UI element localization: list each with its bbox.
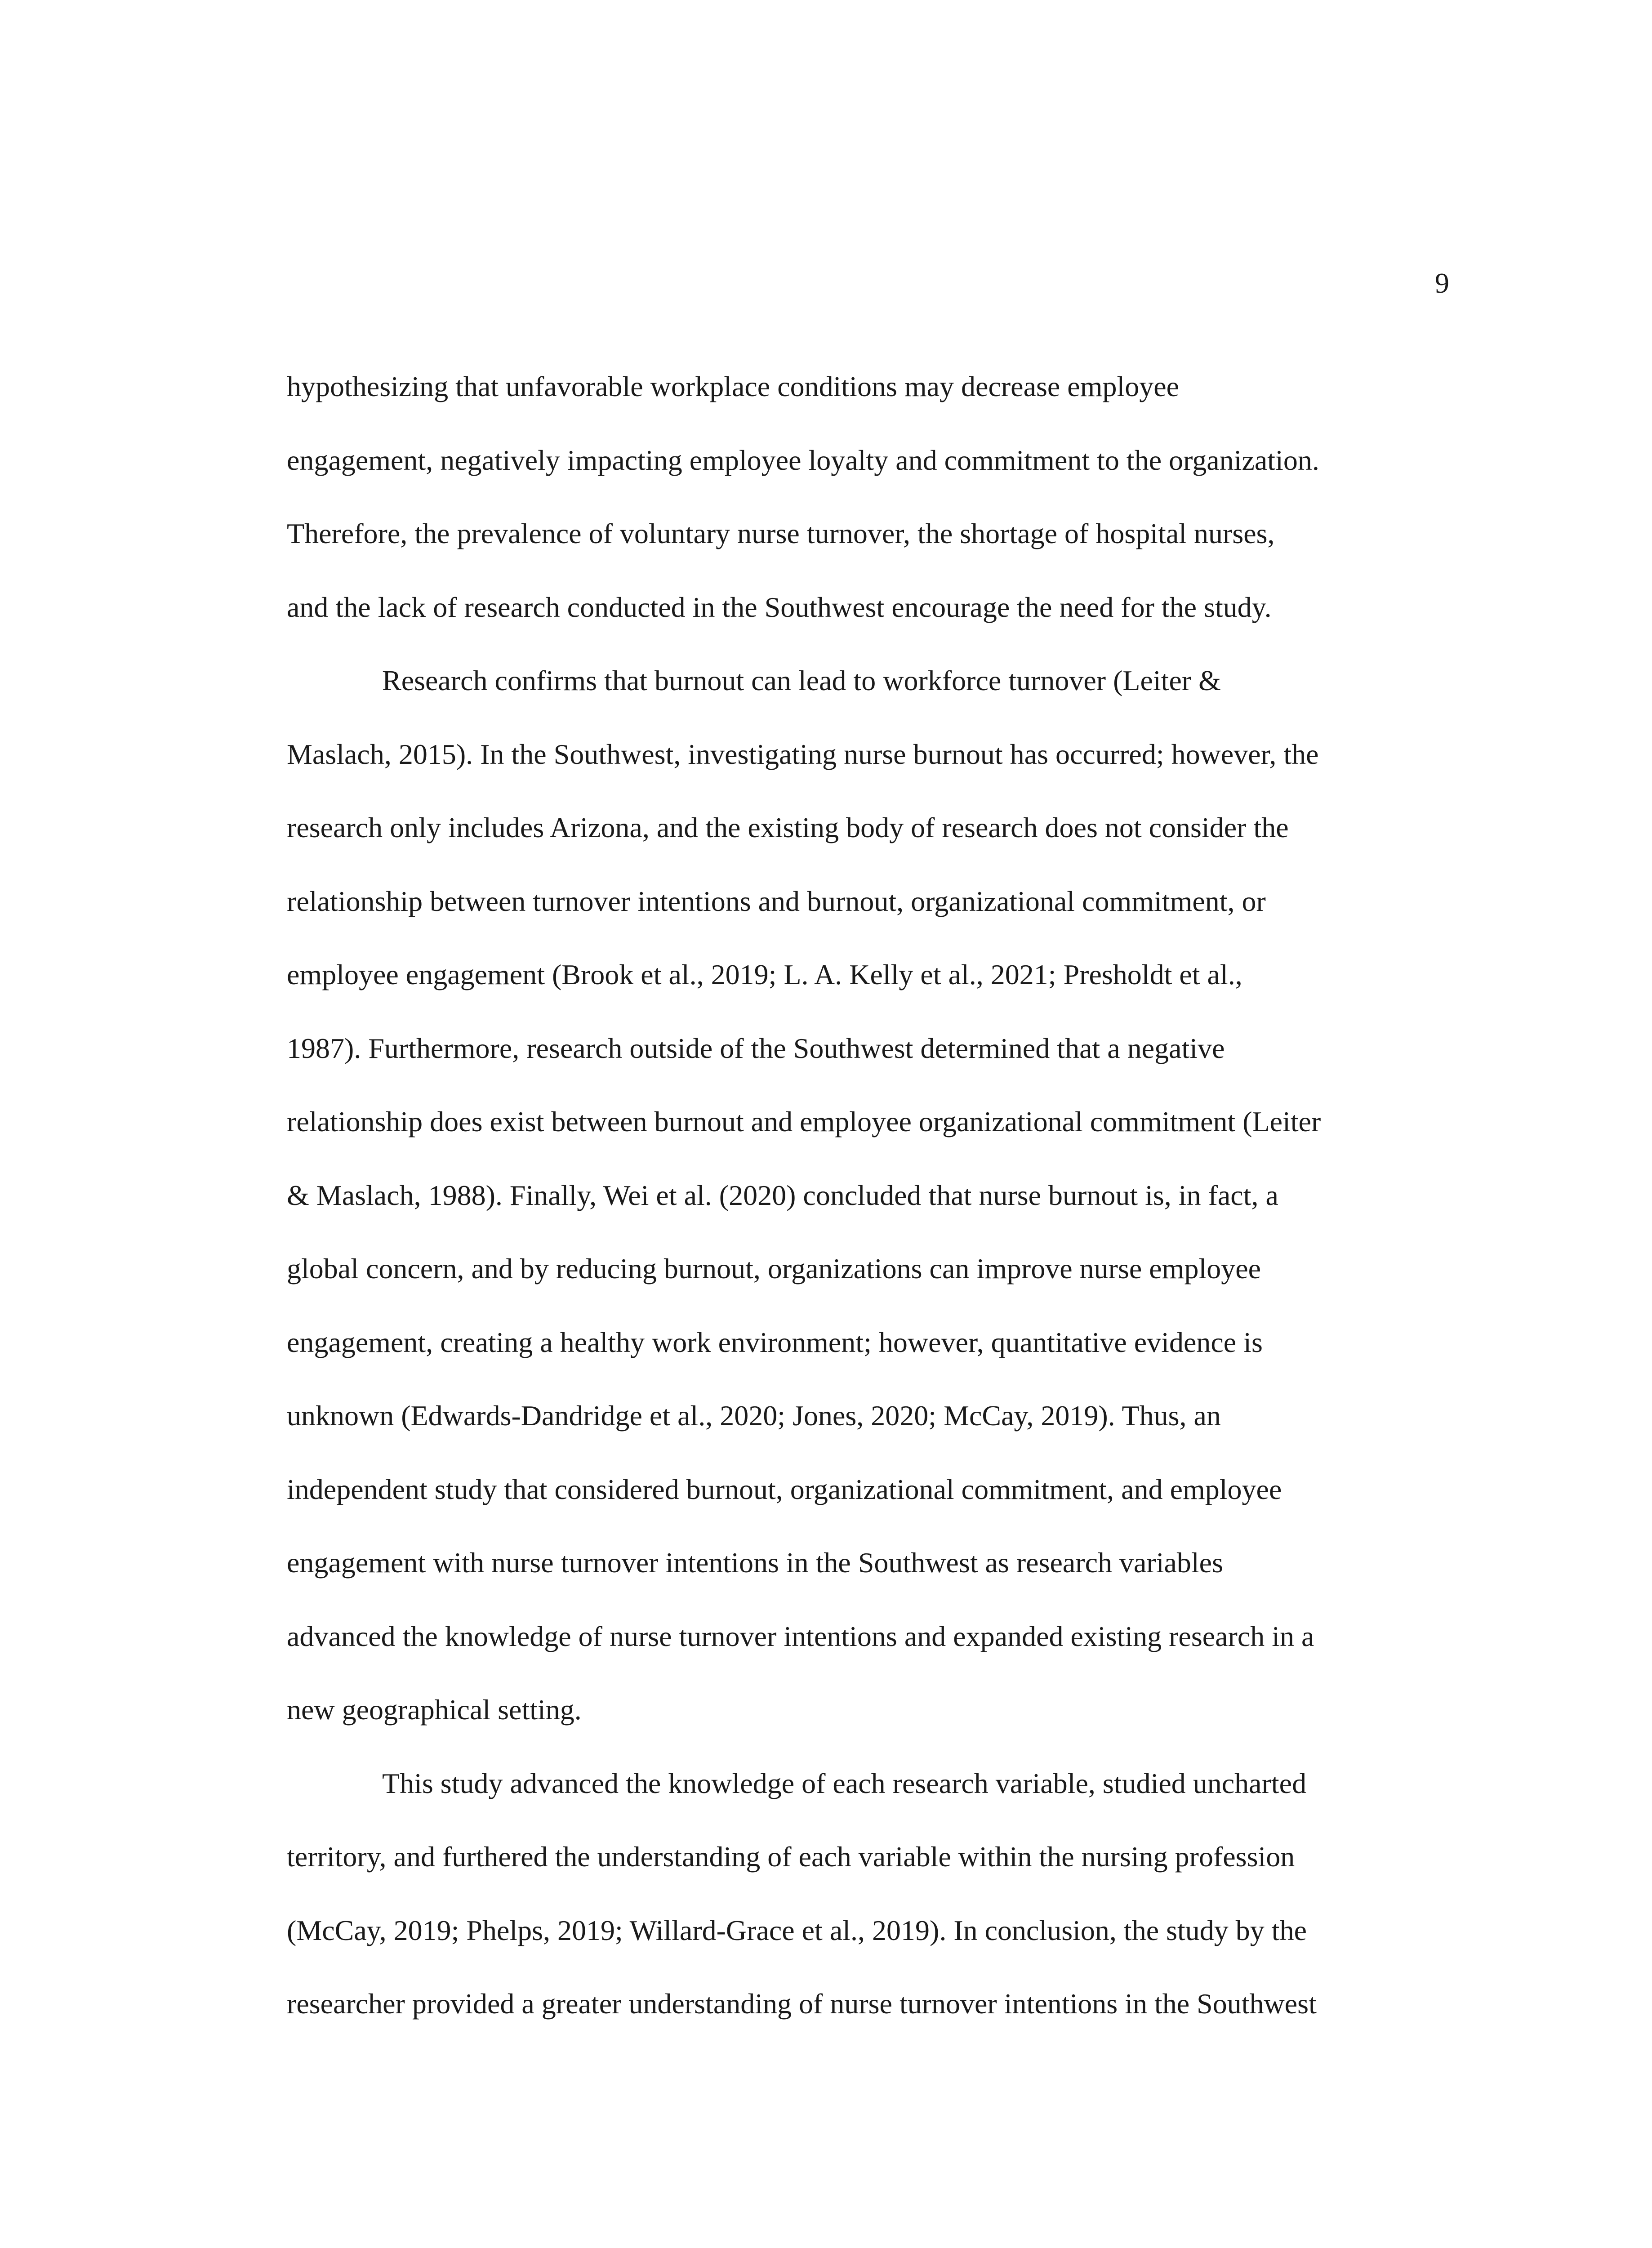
body-text (287, 364, 1433, 2055)
text-line: 1987). Furthermore, research outside of the Southwest determined that a negative (287, 1032, 1225, 1064)
text-line: research only includes Arizona, and the existing body of research does not consider the (287, 812, 1289, 843)
text-line: engagement, negatively impacting employee loyalty and commitment to the organization. (287, 444, 1319, 476)
text-line: advanced the knowledge of nurse turnover intentions and expanded existing research in a (287, 1620, 1314, 1652)
text-line: relationship does exist between burnout and employee organizational commitment (Leiter (287, 1106, 1321, 1137)
text-line: independent study that considered burnout, organizational commitment, and employee (287, 1473, 1282, 1505)
text-line: hypothesizing that unfavorable workplace conditions may decrease employee (287, 370, 1180, 402)
text-line: global concern, and by reducing burnout, organizations can improve nurse employee (287, 1253, 1261, 1285)
text-line: engagement, creating a healthy work environment; however, quantitative evidence is (287, 1326, 1263, 1358)
text-line: relationship between turnover intentions and burnout, organizational commitment, or (287, 885, 1266, 917)
text-line: (McCay, 2019; Phelps, 2019; Willard-Grace et al., 2019). In conclusion, the study by the (287, 1914, 1307, 1946)
text-line: Therefore, the prevalence of voluntary nurse turnover, the shortage of hospital nurses, (287, 517, 1275, 549)
text-line: employee engagement (Brook et al., 2019; L. A. Kelly et al., 2021; Presholdt et al., (287, 959, 1242, 990)
text-line: Maslach, 2015). In the Southwest, investigating nurse burnout has occurred; however, the (287, 738, 1319, 770)
text-line: researcher provided a greater understanding of nurse turnover intentions in the Southwest (287, 1988, 1317, 2020)
page-number: 9 (1435, 267, 1449, 299)
text-line: Research confirms that burnout can lead to workforce turnover (Leiter & (382, 665, 1221, 696)
text-line: & Maslach, 1988). Finally, Wei et al. (2020) concluded that nurse burnout is, in fact, a (287, 1179, 1278, 1211)
text-line: new geographical setting. (287, 1694, 582, 1726)
text-line: and the lack of research conducted in the Southwest encourage the need for the study. (287, 591, 1272, 623)
text-line: unknown (Edwards-Dandridge et al., 2020; Jones, 2020; McCay, 2019). Thus, an (287, 1400, 1221, 1432)
text-line: engagement with nurse turnover intentions in the Southwest as research variables (287, 1547, 1223, 1579)
text-line: territory, and furthered the understanding of each variable within the nursing profession (287, 1841, 1295, 1873)
text-line: This study advanced the knowledge of each research variable, studied uncharted (382, 1767, 1307, 1799)
